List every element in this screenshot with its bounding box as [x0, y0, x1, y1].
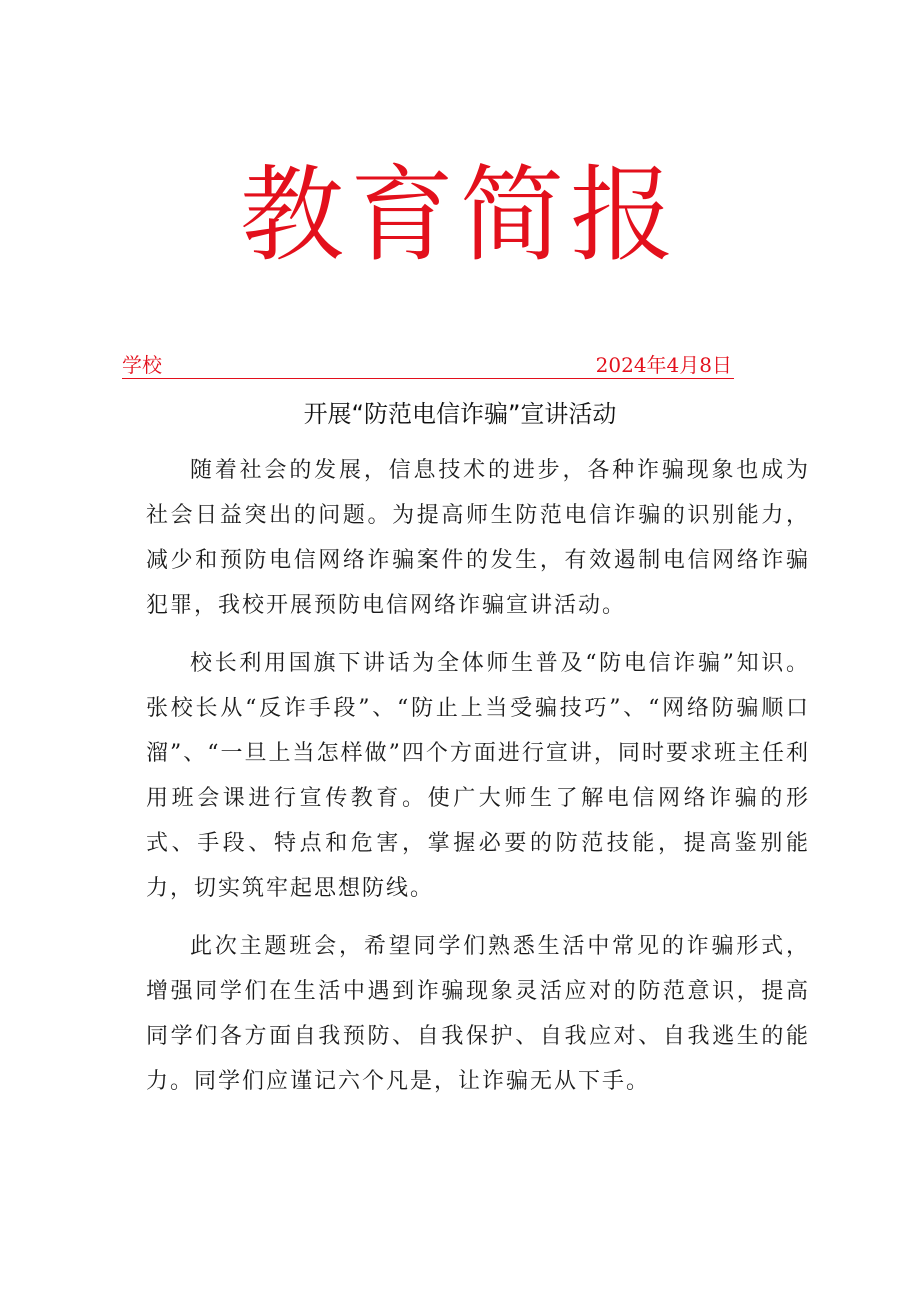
paragraph-2: 校长利用国旗下讲话为全体师生普及“防电信诈骗”知识。张校长从“反诈手段”、“防止上当受骗技巧”、“网络防骗顺口溜”、“一旦上当怎样做”四个方面进行宣讲，同时要求班主任利用班会课进行宣传教育。使广大师生了解电信网络诈骗的形式、手段、特点和危害，掌握必要的防范技能，提高鉴别能力，切实筑牢起思想防线。 — [146, 651, 810, 901]
paragraph-1: 随着社会的发展，信息技术的进步，各种诈骗现象也成为社会日益突出的问题。为提高师生防范电信诈骗的识别能力，减少和预防电信网络诈骗案件的发生，有效遏制电信网络诈骗犯罪，我校开展预防电信网络诈骗宣讲活动。 — [146, 458, 810, 618]
article-title: 开展“防范电信诈骗”宣讲活动 — [303, 400, 617, 428]
meta-line — [122, 352, 734, 379]
paragraph-3: 此次主题班会，希望同学们熟悉生活中常见的诈骗形式，增强同学们在生活中遇到诈骗现象灵活应对的防范意识，提高同学们各方面自我预防、自我保护、自我应对、自我逃生的能力。同学们应谨记六个凡是，让诈骗无从下手。 — [146, 934, 810, 1094]
issue-date: 2024年4月8日 — [595, 353, 732, 377]
school-label: 学校 — [122, 353, 162, 377]
article-body — [146, 448, 810, 1117]
masthead-title: 教育简报 — [239, 154, 680, 276]
